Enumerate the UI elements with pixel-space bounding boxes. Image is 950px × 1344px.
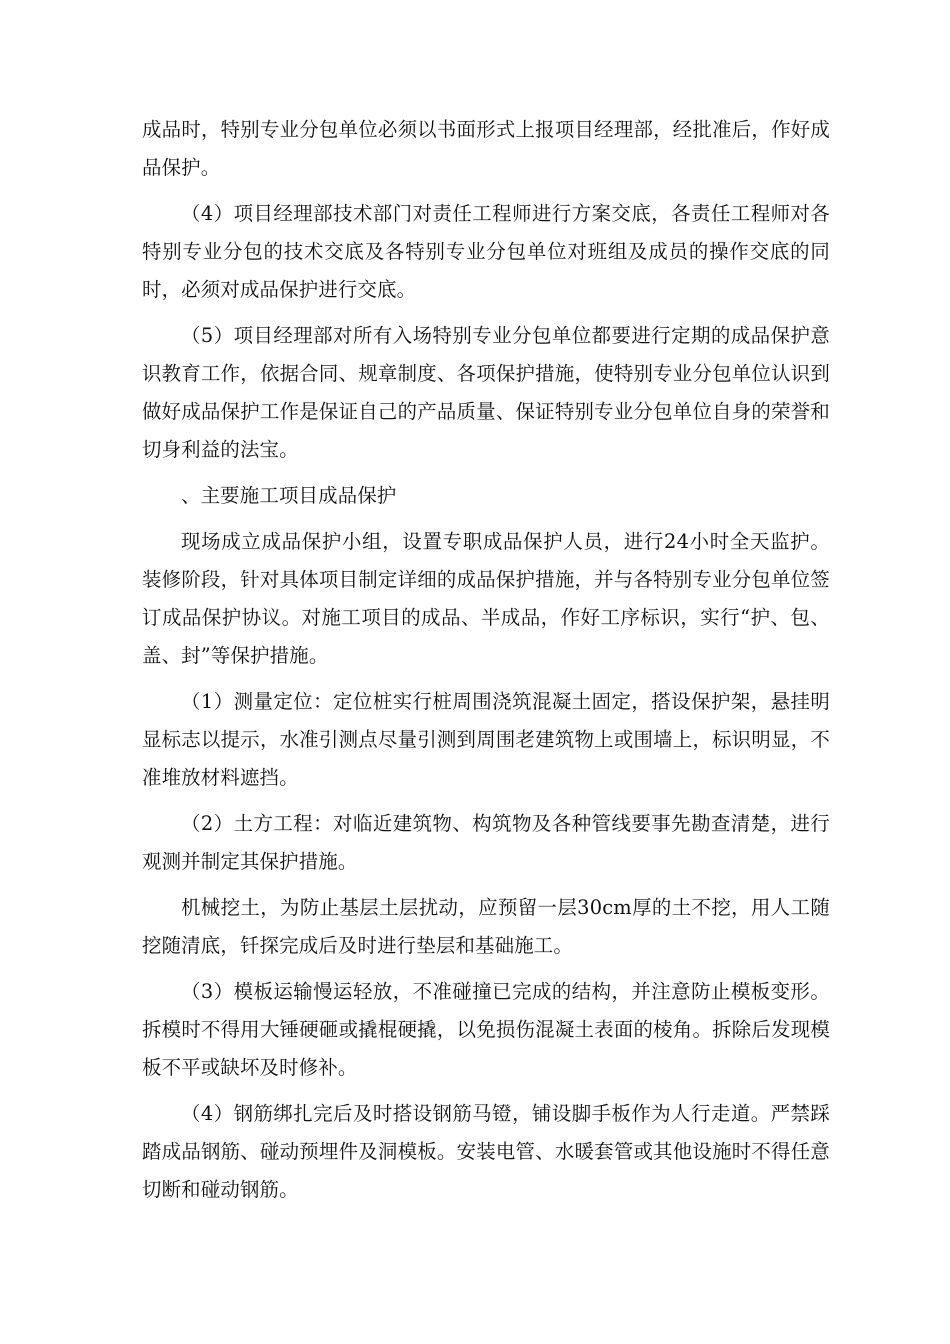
paragraph-mechanical-excavation: 机械挖土，为防止基层土层扰动，应预留一层30cm厚的土不挖，用人工随挖随清底，钎探完成后及时进行垫层和基础施工。: [142, 896, 830, 957]
paragraph-item-3-formwork: （3）模板运输慢运轻放，不准碰撞已完成的结构，并注意防止模板变形。拆模时不得用大锤硬砸或撬棍硬撬，以免损伤混凝土表面的棱角。拆除后发现模板不平或缺坏及时修补。: [142, 980, 830, 1079]
paragraph-continuation: 成品时，特别专业分包单位必须以书面形式上报项目经理部，经批准后，作好成品保护。: [142, 118, 830, 179]
section-heading-main-items: 、主要施工项目成品保护: [181, 484, 397, 507]
paragraph-item-4-technical-briefing: （4）项目经理部技术部门对责任工程师进行方案交底，各责任工程师对各特别专业分包的技术交底及各特别专业分包单位对班组及成员的操作交底的同时，必须对成品保护进行交底。: [142, 202, 830, 301]
paragraph-item-4-rebar: （4）钢筋绑扎完后及时搭设钢筋马镫，铺设脚手板作为人行走道。严禁踩踏成品钢筋、碰动预埋件及洞模板。安装电管、水暖套管或其他设施时不得任意切断和碰动钢筋。: [142, 1102, 830, 1201]
paragraph-item-1-survey-positioning: （1）测量定位：定位桩实行桩周围浇筑混凝土固定，搭设保护架，悬挂明显标志以提示，水准引测点尽量引测到周围老建筑物上或围墙上，标识明显，不准堆放材料遮挡。: [142, 690, 830, 789]
paragraph-item-5-protection-education: （5）项目经理部对所有入场特别专业分包单位都要进行定期的成品保护意识教育工作，依据合同、规章制度、各项保护措施，使特别专业分包单位认识到做好成品保护工作是保证自己的产品质量、保证特别专业分包单位自身的荣誉和切身利益的法宝。: [142, 324, 830, 461]
document-body: [142, 111, 830, 1217]
paragraph-protection-team: 现场成立成品保护小组，设置专职成品保护人员，进行24小时全天监护。装修阶段，针对具体项目制定详细的成品保护措施，并与各特别专业分包单位签订成品保护协议。对施工项目的成品、半成品，作好工序标识，实行“护、包、盖、封”等保护措施。: [142, 530, 830, 667]
paragraph-item-2-earthwork: （2）土方工程：对临近建筑物、构筑物及各种管线要事先勘查清楚，进行观测并制定其保护措施。: [142, 812, 830, 873]
